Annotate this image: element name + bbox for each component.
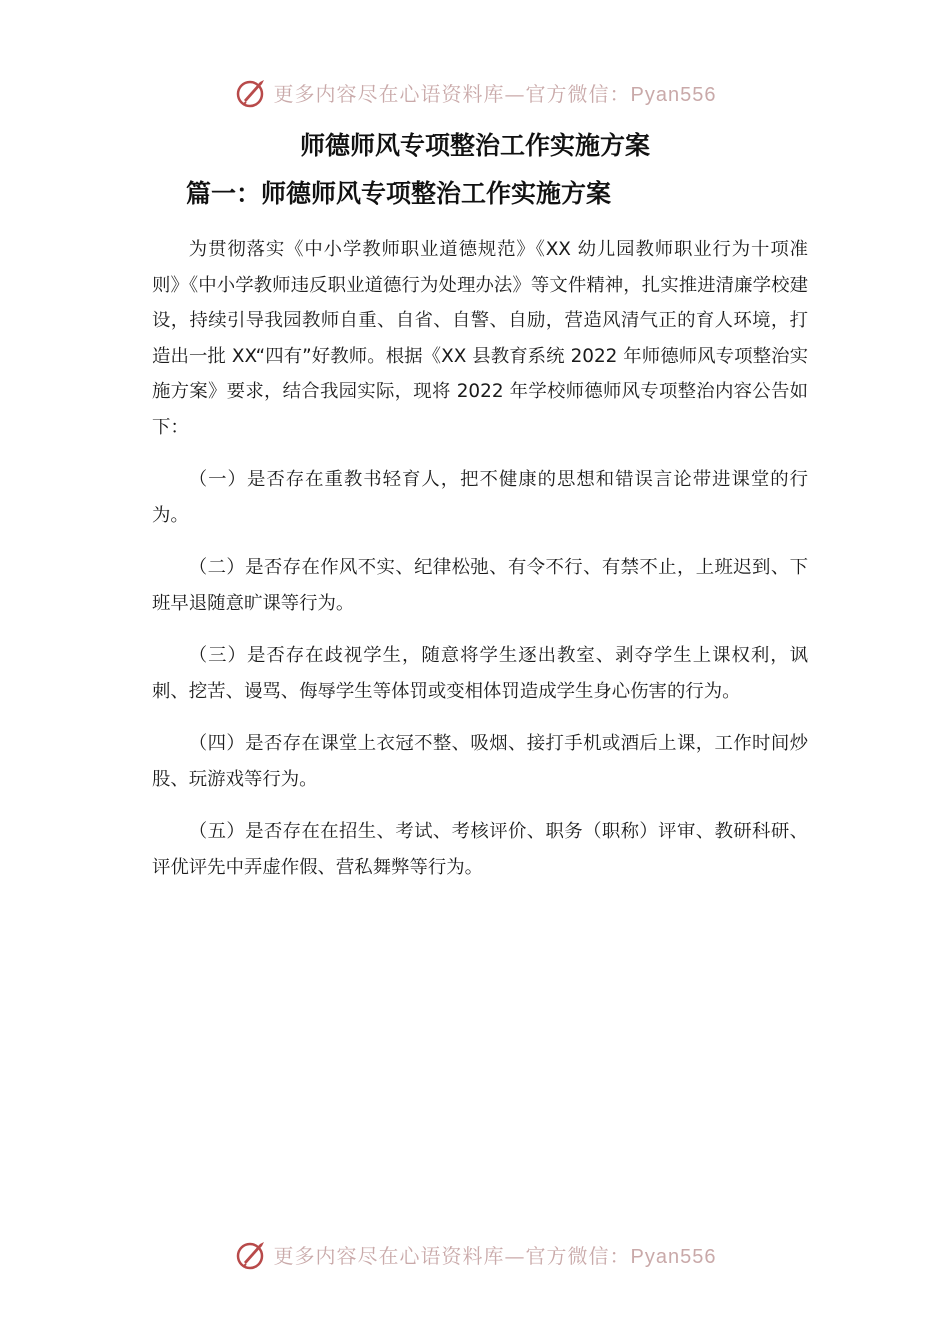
paragraph-intro: 为贯彻落实《中小学教师职业道德规范》《XX 幼儿园教师职业行为十项准则》《中小学教师违反职业道德行为处理办法》等文件精神，扎实推进清廉学校建设，持续引导我园教师自重、自省、自警、自励，营造风清气正的育人环境，打造出一批 XX“四有”好教师。根据《XX 县教育系统 2022 年师德师风专项整治实施方案》要求，结合我园实际，现将 2022 年学校师德师风专项整治内容公告如下： [152,239,808,438]
paragraph-item-2: （二）是否存在作风不实、纪律松弛、有令不行、有禁不止，上班迟到、下班早退随意旷课等行为。 [152,557,808,614]
banner-text-main: 更多内容尽在心语资料库—官方微信： [273,81,631,106]
footer-banner [0,1234,950,1274]
document-body [152,232,808,902]
paragraph-item-5: （五）是否存在在招生、考试、考核评价、职务（职称）评审、教研科研、评优评先中弄虚作假、营私舞弊等行为。 [152,821,808,878]
paragraph-item-3: （三）是否存在歧视学生，随意将学生逐出教室、剥夺学生上课权利，讽刺、挖苦、谩骂、侮辱学生等体罚或变相体罚造成学生身心伤害的行为。 [152,645,808,702]
banner-text-main: 更多内容尽在心语资料库—官方微信： [273,1243,631,1268]
banner-wechat-id: Pyan556 [630,1245,717,1268]
section-title: 篇一：师德师风专项整治工作实施方案 [186,179,612,208]
banner-text [274,78,717,107]
paragraph-item-4: （四）是否存在课堂上衣冠不整、吸烟、接打手机或酒后上课，工作时间炒股、玩游戏等行为。 [152,733,808,790]
banner-wechat-id: Pyan556 [630,83,717,106]
banner-text [274,1240,717,1269]
quill-pen-logo-icon [234,1236,270,1272]
document-title: 师德师风专项整治工作实施方案 [299,131,650,160]
paragraph-item-1: （一）是否存在重教书轻育人，把不健康的思想和错误言论带进课堂的行为。 [152,469,808,526]
header-banner [0,72,950,112]
quill-pen-logo-icon [234,74,270,110]
